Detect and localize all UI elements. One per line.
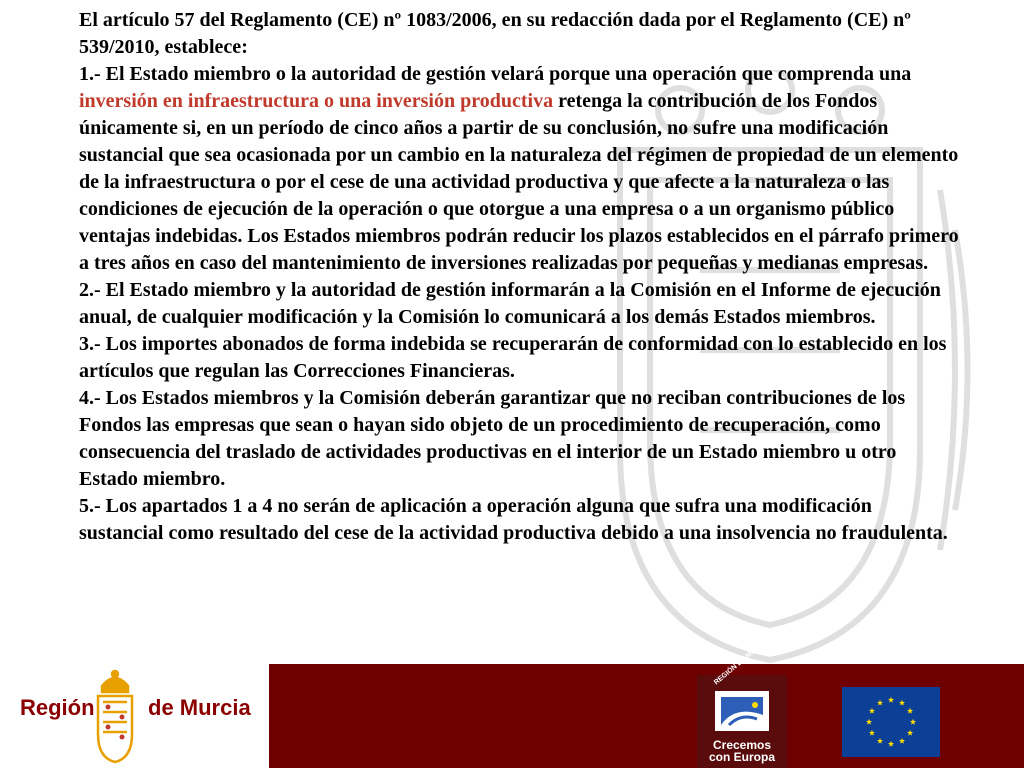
region-logo xyxy=(0,664,269,768)
eu-star xyxy=(888,741,894,747)
paragraph-3: 3.- Los importes abonados de forma indebida se recuperarán de conformidad con lo establecido en los artículos que regulan las Correcciones Financieras. xyxy=(79,333,952,382)
paragraph-5: 5.- Los apartados 1 a 4 no serán de aplicación a operación alguna que sufra una modificación sustancial como resultado del cese de la actividad productiva debido a una insolvencia no fraudulenta. xyxy=(79,495,948,544)
eu-stars-icon xyxy=(842,687,940,757)
region-logo-word-2: de Murcia xyxy=(148,695,251,720)
crecemos-logo-top-text: REGIÓN DE MURCIA xyxy=(713,636,771,687)
eu-star xyxy=(866,719,872,725)
eu-star xyxy=(869,730,875,736)
paragraph-1-start: 1.- El Estado miembro o la autoridad de gestión velará porque una operación que comprenda una xyxy=(79,63,917,85)
crecemos-logo-label xyxy=(697,739,787,763)
eu-star xyxy=(899,700,905,706)
eu-star xyxy=(899,738,905,744)
regulation-text xyxy=(79,7,964,547)
crecemos-line-1: Crecemos xyxy=(712,738,772,752)
paragraph-2: 2.- El Estado miembro y la autoridad de gestión informarán a la Comisión en el Informe de ejecución anual, de cualquier modificación y la Comisión lo comunicará a los demás Estados miembros. xyxy=(79,279,946,328)
intro-paragraph: El artículo 57 del Reglamento (CE) nº 1083/2006, en su redacción dada por el Reglamento (CE) nº 539/2010, establece: xyxy=(79,9,916,58)
crecemos-con-europa-logo xyxy=(697,636,787,768)
crecemos-line-2: con Europa xyxy=(708,750,775,764)
paragraph-1-end: retenga la contribución de los Fondos únicamente si, en un período de cinco años a partir de su conclusión, no sufre una modificación sustancial que sea ocasionada por un cambio en la naturaleza del régimen de propiedad de un elemento de la infraestructura o por el cese de una actividad productiva y que afecte a la naturaleza o las condiciones de ejecución de la operación o que otorgue a una empresa o a un organismo público ventajas indebidas. Los Estados miembros podrán reducir los plazos establecidos en el párrafo primero a tres años en caso del mantenimiento de inversiones realizadas por pequeñas y medianas empresas. xyxy=(79,90,964,274)
region-logo-word-1: Región xyxy=(20,695,95,720)
crest-icon xyxy=(90,668,140,764)
eu-star xyxy=(877,700,883,706)
eu-star xyxy=(907,708,913,714)
eu-star xyxy=(869,708,875,714)
eu-star xyxy=(877,738,883,744)
eu-flag xyxy=(842,687,940,757)
eu-star xyxy=(907,730,913,736)
highlighted-phrase: inversión en infraestructura o una inversión productiva xyxy=(79,90,554,112)
eu-star xyxy=(888,697,894,703)
crecemos-emblem-icon xyxy=(711,687,773,735)
paragraph-1 xyxy=(79,63,964,274)
footer-band xyxy=(0,636,1024,768)
paragraph-4: 4.- Los Estados miembros y la Comisión deberán garantizar que no reciban contribuciones de los Fondos las empresas que sean o hayan sido objeto de un procedimiento de recuperación, como consecuencia del traslado de actividades productivas en el interior de un Estado miembro u otro Estado miembro. xyxy=(79,387,911,490)
eu-star xyxy=(910,719,916,725)
